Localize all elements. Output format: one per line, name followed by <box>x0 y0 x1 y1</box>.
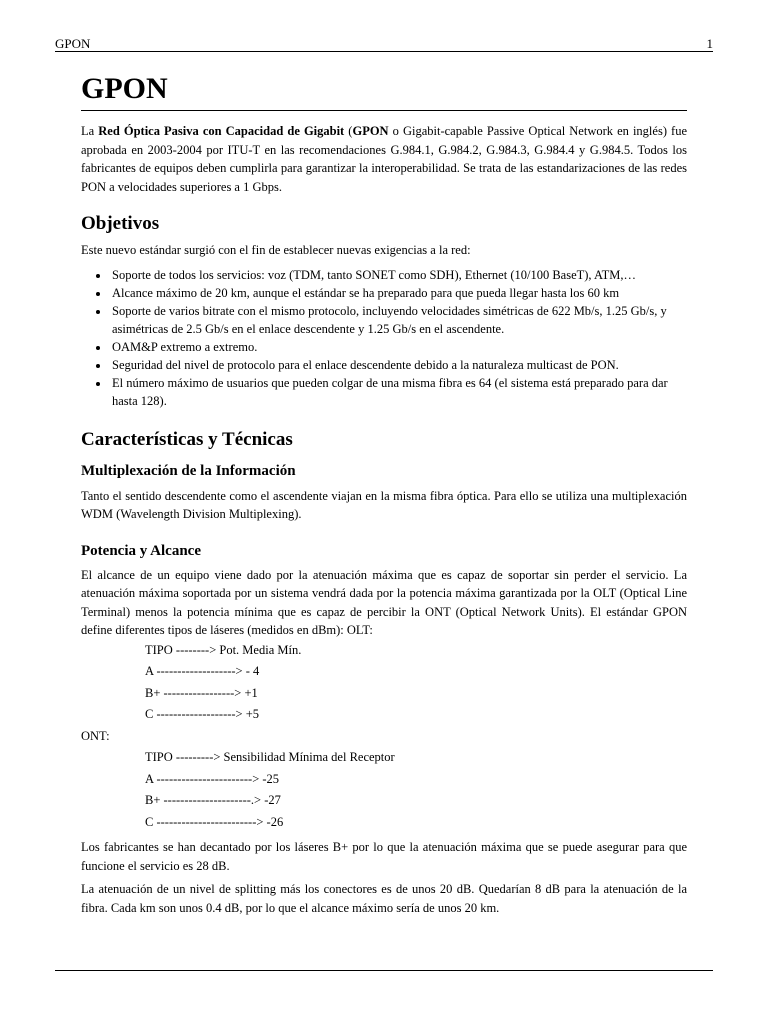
list-item: • OAM&P extremo a extremo. <box>110 338 687 356</box>
ont-label: ONT: <box>81 728 110 743</box>
multiplexacion-paragraph: Tanto el sentido descendente como el ascendente viajan en la misma fibra óptica. Para ello se utiliza una multiplexación WDM (Wavelength Division Multiplexing). <box>81 488 687 521</box>
ont-line: C ------------------------> -26 <box>145 814 284 829</box>
list-item: • Seguridad del nivel de protocolo para el enlace descendente debido a la naturaleza multicast de PON. <box>110 356 687 374</box>
caracteristicas-heading: Características y Técnicas <box>81 428 293 450</box>
ont-line: B+ ---------------------.> -27 <box>145 793 281 807</box>
objetivos-list <box>81 266 687 410</box>
intro-rest: o Gigabit-capable Passive Optical Network en inglés) fue aprobada en 2003-2004 por ITU-T en las recomendaciones G.984.1, G.984.2, G.984.3, G.984.4 y G.984.5. Todos los fabricantes de equipos deben cumplirla para garantizar la interoperabilidad. Se trata de las estandarizaciones de las redes PON a velocidades superiores a 1 Gbps. <box>81 124 688 194</box>
list-item: • Soporte de todos los servicios: voz (TDM, tanto SONET como SDH), Ethernet (10/100 BaseT), ATM,… <box>110 266 687 284</box>
header-title: GPON <box>55 36 91 51</box>
page-title: GPON <box>81 70 687 111</box>
list-item: • El número máximo de usuarios que pueden colgar de una misma fibra es 64 (el sistema está preparado para dar hasta 128). <box>110 374 687 410</box>
objetivos-heading: Objetivos <box>81 213 160 234</box>
list-item: • Soporte de varios bitrate con el mismo protocolo, incluyendo velocidades simétricas de 622 Mb/s, 1.25 Gb/s, y asimétricas de 2.5 Gb/s en el enlace descendente y 1.25 Gb/s en el ascendente. <box>110 302 687 338</box>
intro-mid: ( <box>344 124 353 138</box>
olt-laser-table <box>81 640 687 726</box>
list-item: • Alcance máximo de 20 km, aunque el estándar se ha preparado para que pueda llegar hasta los 60 km <box>110 284 687 302</box>
ont-line: A -----------------------> -25 <box>145 771 280 786</box>
olt-line: A -------------------> - 4 <box>145 664 260 678</box>
objetivos-lead: Este nuevo estándar surgió con el fin de establecer nuevas exigencias a la red: <box>81 243 471 257</box>
intro-bold-term: Red Óptica Pasiva con Capacidad de Gigabit <box>98 124 345 138</box>
potencia-heading: Potencia y Alcance <box>81 542 201 559</box>
header-rule <box>55 51 713 52</box>
olt-line: C -------------------> +5 <box>145 707 260 721</box>
ont-line: TIPO ---------> Sensibilidad Mínima del Receptor <box>145 750 395 764</box>
multiplexacion-heading: Multiplexación de la Información <box>81 462 296 479</box>
olt-line: B+ -----------------> +1 <box>145 685 258 700</box>
footer-rule <box>55 970 713 971</box>
olt-line: TIPO --------> Pot. Media Mín. <box>145 642 302 657</box>
potencia-paragraph: El alcance de un equipo viene dado por la atenuación máxima que es capaz de soportar sin perder el servicio. La atenuación máxima soportada por un sistema vendrá dada por la potencia máxima garantizada por la OLT (Optical Line Terminal) menos la potencia mínima que es capaz de percibir la ONT (Optical Network Units). El estándar GPON define diferentes tipos de láseres (medidos en dBm): OLT: <box>81 567 687 637</box>
intro-prefix: La <box>81 124 99 138</box>
running-header <box>55 36 713 52</box>
article-body <box>81 70 687 917</box>
page-number: 1 <box>706 36 713 51</box>
atenuacion-paragraph: La atenuación de un nivel de splitting más los conectores es de unos 20 dB. Quedarían 8 dB para la atenuación de la fibra. Cada km son unos 0.4 dB, por lo que el alcance máximo sería de unos 20 km. <box>81 882 687 915</box>
intro-paragraph <box>81 122 687 196</box>
intro-bold-acronym: GPON <box>352 124 389 138</box>
fabricantes-paragraph: Los fabricantes se han decantado por los láseres B+ por lo que la atenuación máxima que se puede asegurar para que funcione el servicio es 28 dB. <box>81 840 687 873</box>
ont-laser-table <box>81 726 687 834</box>
